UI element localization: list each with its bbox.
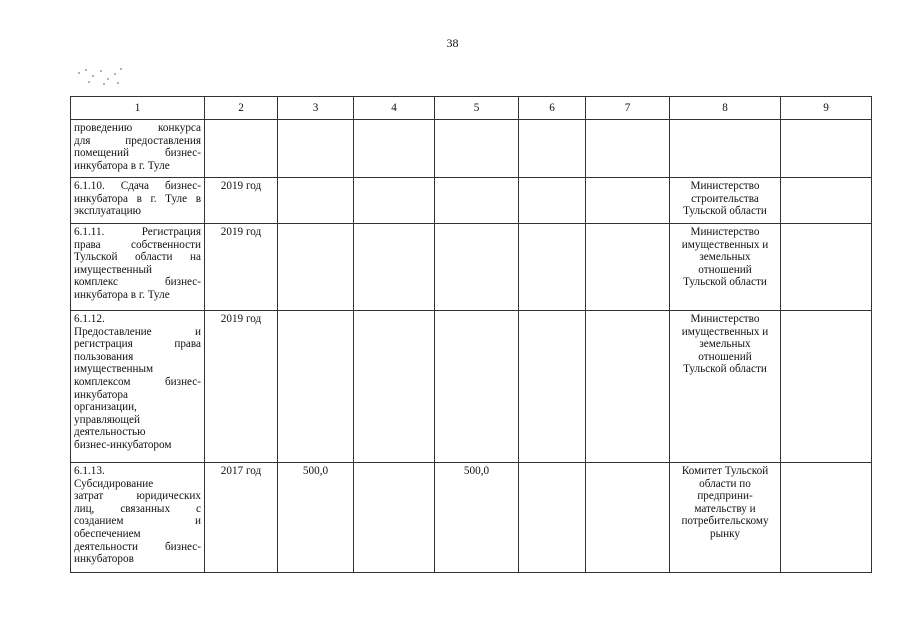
responsible-line: имущественных и — [681, 238, 769, 251]
responsible-line: отношений — [698, 263, 752, 276]
task-line: Предоставление и — [74, 325, 201, 338]
responsible-line: Тульской области — [683, 363, 767, 376]
value-cell-c3 — [278, 120, 354, 178]
value-cell-c9 — [781, 463, 872, 573]
task-cell — [71, 463, 205, 573]
header-cell: 6 — [519, 97, 586, 120]
deadline-cell: 2019 год — [205, 224, 278, 311]
task-cell — [71, 178, 205, 224]
value-cell-c7 — [586, 178, 670, 224]
task-line: комплексом бизнес- — [74, 375, 201, 388]
value-cell-c6 — [519, 224, 586, 311]
plan-table — [70, 96, 872, 573]
table-row — [71, 463, 872, 573]
responsible-line: Министерство — [690, 226, 760, 238]
value-cell-c9 — [781, 224, 872, 311]
header-cell: 2 — [205, 97, 278, 120]
value-cell-c7 — [586, 463, 670, 573]
header-cell: 4 — [354, 97, 435, 120]
value-cell-c4 — [354, 120, 435, 178]
task-line: лиц, связанных с — [74, 502, 201, 515]
task-line: для предоставления — [74, 134, 201, 147]
task-line: деятельностью — [74, 426, 146, 439]
task-line: инкубатора в г. Туле — [74, 288, 170, 301]
task-line: инкубатора в г. Туле в — [74, 192, 201, 205]
responsible-line: Тульской области — [683, 276, 767, 289]
responsible-line: предприни- — [697, 490, 753, 503]
table-row — [71, 178, 872, 224]
deadline-cell: 2019 год — [205, 311, 278, 463]
header-cell: 5 — [435, 97, 519, 120]
value-cell-c9 — [781, 178, 872, 224]
task-line: обеспечением — [74, 527, 141, 540]
responsible-line: строительства — [691, 192, 759, 205]
value-cell-c5 — [435, 178, 519, 224]
task-line: 6.1.13. — [74, 465, 105, 477]
task-line: затрат юридических — [74, 490, 201, 503]
table-row — [71, 311, 872, 463]
deadline-cell: 2017 год — [205, 463, 278, 573]
header-cell: 9 — [781, 97, 872, 120]
task-line: бизнес-инкубатором — [74, 438, 172, 451]
task-line: 6.1.10. Сдача бизнес- — [74, 180, 201, 192]
value-cell-c5 — [435, 311, 519, 463]
responsible-line: Комитет Тульской — [681, 465, 769, 477]
task-line: управляющей — [74, 413, 140, 426]
page-number: 38 — [446, 36, 459, 50]
responsible-cell — [670, 178, 781, 224]
value-cell-c3 — [278, 224, 354, 311]
task-line: созданием и — [74, 515, 201, 528]
value-cell-c4 — [354, 178, 435, 224]
table-row — [71, 120, 872, 178]
value-cell-c6 — [519, 463, 586, 573]
header-row — [71, 97, 872, 120]
value-cell-c7 — [586, 224, 670, 311]
task-line: Тульской области на — [74, 251, 201, 264]
header-cell: 7 — [586, 97, 670, 120]
task-line: проведению конкурса — [74, 122, 201, 134]
task-line: регистрация права — [74, 338, 201, 351]
value-cell-c4 — [354, 311, 435, 463]
value-cell-c9 — [781, 311, 872, 463]
responsible-cell — [670, 224, 781, 311]
task-line: 6.1.11. Регистрация — [74, 226, 201, 238]
task-line: помещений бизнес- — [74, 147, 201, 160]
value-cell-c5 — [435, 120, 519, 178]
value-cell-c9 — [781, 120, 872, 178]
responsible-line: мательству и — [694, 502, 756, 515]
value-cell-c4 — [354, 463, 435, 573]
responsible-line: Министерство — [690, 180, 760, 192]
task-line: деятельности бизнес- — [74, 540, 201, 553]
responsible-cell — [670, 463, 781, 573]
header-cell: 3 — [278, 97, 354, 120]
task-line: инкубаторов — [74, 553, 134, 566]
table-row — [71, 224, 872, 311]
task-cell — [71, 311, 205, 463]
responsible-cell — [670, 120, 781, 178]
responsible-line: Министерство — [690, 313, 760, 325]
responsible-line: потребительскому — [681, 515, 769, 528]
header-cell: 8 — [670, 97, 781, 120]
value-cell-c3: 500,0 — [278, 463, 354, 573]
task-line: права собственности — [74, 238, 201, 251]
task-cell — [71, 224, 205, 311]
value-cell-c7 — [586, 120, 670, 178]
value-cell-c6 — [519, 178, 586, 224]
responsible-line: отношений — [698, 350, 752, 363]
value-cell-c3 — [278, 178, 354, 224]
value-cell-c4 — [354, 224, 435, 311]
task-line: комплекс бизнес- — [74, 276, 201, 289]
task-line: имущественный — [74, 263, 153, 276]
responsible-line: имущественных и — [681, 325, 769, 338]
header-cell: 1 — [71, 97, 205, 120]
task-line: эксплуатацию — [74, 205, 141, 218]
responsible-line: области по — [699, 477, 751, 490]
task-line: Субсидирование — [74, 477, 154, 490]
responsible-line: рынку — [710, 527, 740, 540]
scan-artifact — [76, 66, 128, 88]
value-cell-c6 — [519, 311, 586, 463]
value-cell-c5 — [435, 224, 519, 311]
task-line: организации, — [74, 401, 137, 414]
task-line: имущественным — [74, 363, 154, 376]
value-cell-c6 — [519, 120, 586, 178]
value-cell-c7 — [586, 311, 670, 463]
responsible-cell — [670, 311, 781, 463]
task-line: инкубатора в г. Туле — [74, 159, 170, 172]
responsible-line: Тульской области — [683, 205, 767, 218]
task-line: пользования — [74, 350, 134, 363]
value-cell-c5: 500,0 — [435, 463, 519, 573]
deadline-cell — [205, 120, 278, 178]
value-cell-c3 — [278, 311, 354, 463]
responsible-line: земельных — [699, 338, 751, 351]
task-line: инкубатора — [74, 388, 128, 401]
responsible-line: земельных — [699, 251, 751, 264]
deadline-cell: 2019 год — [205, 178, 278, 224]
task-line: 6.1.12. — [74, 313, 105, 325]
task-cell — [71, 120, 205, 178]
